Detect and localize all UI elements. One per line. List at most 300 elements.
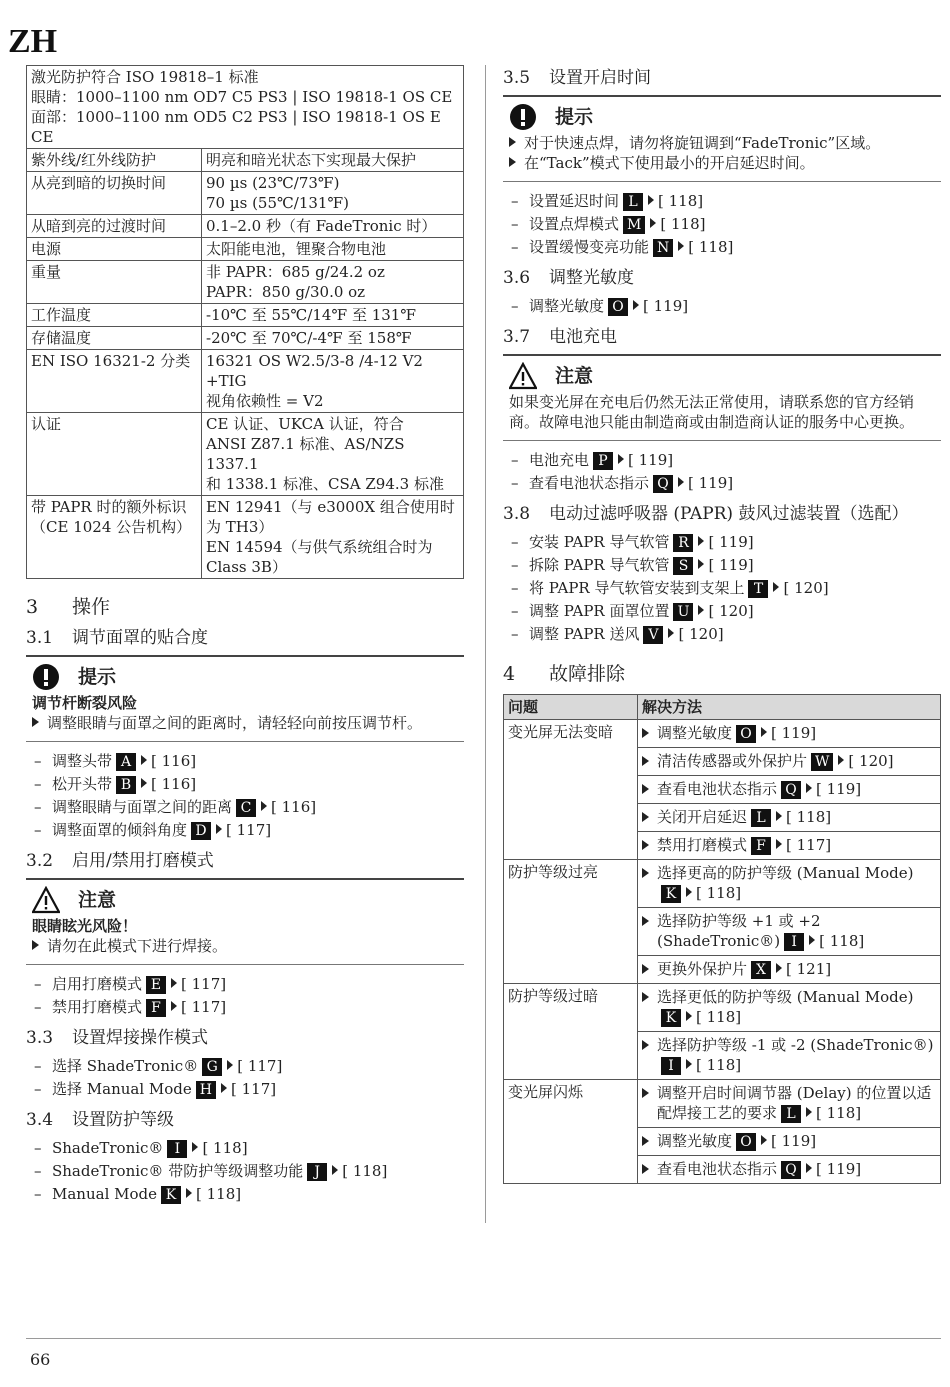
list-dash: – <box>511 579 519 597</box>
page-reference: [ 120] <box>708 602 754 620</box>
spec-value-line: 90 µs (23℃/73℉) <box>206 174 340 192</box>
solution-body <box>657 723 816 743</box>
section-title: 设置防护等级 <box>72 1110 174 1130</box>
section-3-8-heading <box>503 503 941 525</box>
bullet-triangle-icon <box>642 916 649 926</box>
spec-value-line: PAPR：850 g/30.0 oz <box>206 283 366 301</box>
solution-text: 调整光敏度 <box>657 1132 733 1150</box>
page-reference: [ 116] <box>271 798 317 816</box>
arrow-right-icon <box>648 195 654 205</box>
page-reference: [ 119] <box>628 451 674 469</box>
spec-value-line: EN 12941（与 e3000X 组合使用时为 TH3） <box>206 498 455 536</box>
arrow-right-icon <box>686 1059 692 1069</box>
spec-value <box>202 496 464 579</box>
step-list <box>503 190 941 259</box>
figure-reference-badge: T <box>748 580 768 598</box>
arrow-right-icon <box>186 1188 192 1198</box>
list-item <box>26 1055 464 1078</box>
solution-item <box>638 1128 940 1156</box>
solution-text: 调整光敏度 <box>657 724 733 742</box>
bullet-triangle-icon <box>642 784 649 794</box>
troubleshooting-rows <box>504 720 941 1184</box>
figure-reference-badge: N <box>653 239 673 257</box>
step-text: 调整头带 <box>52 752 113 770</box>
notice-subtitle: 眼睛眩光风险！ <box>32 917 138 935</box>
notice-item-text: 请勿在此模式下进行焊接。 <box>47 937 228 955</box>
spec-row <box>27 238 464 261</box>
list-dash: – <box>511 533 519 551</box>
solution-text: 选择防护等级 -1 或 -2 (ShadeTronic®) <box>657 1036 934 1054</box>
page-reference: [ 117] <box>226 821 272 839</box>
notice-header <box>32 663 458 691</box>
section-3-6-heading <box>503 267 941 289</box>
spec-header-cell <box>27 66 464 149</box>
solution-cell <box>638 860 941 984</box>
spec-row <box>27 327 464 350</box>
step-list <box>503 449 941 495</box>
notice-title: 注意 <box>555 365 594 387</box>
spec-value-line: -20℃ 至 70℃/-4℉ 至 158℉ <box>206 329 412 347</box>
list-dash: – <box>511 192 519 210</box>
spec-rows <box>27 149 464 579</box>
page-reference: [ 116] <box>151 775 197 793</box>
column-divider <box>485 65 486 1223</box>
step-text: 安装 PAPR 导气软管 <box>529 533 670 551</box>
solution-item <box>638 1032 940 1079</box>
page-reference: [ 118] <box>816 1104 862 1122</box>
list-item <box>503 295 941 318</box>
step-list <box>26 750 464 842</box>
page-reference: [ 118] <box>696 884 742 902</box>
spec-row <box>27 215 464 238</box>
page-reference: [ 118] <box>688 238 734 256</box>
section-number: 4 <box>503 663 516 685</box>
figure-reference-badge: W <box>811 753 833 771</box>
step-text: 启用打磨模式 <box>52 975 143 993</box>
section-title: 调整光敏度 <box>549 268 634 288</box>
spec-value-line: 视角依赖性 = V2 <box>206 392 324 410</box>
step-text: 调整眼睛与面罩之间的距离 <box>52 798 233 816</box>
solution-body <box>657 1159 861 1179</box>
spec-row <box>27 172 464 215</box>
section-title: 操作 <box>72 596 111 618</box>
page-reference: [ 119] <box>708 533 754 551</box>
page-reference: [ 118] <box>696 1056 742 1074</box>
footer-divider <box>26 1338 941 1339</box>
list-dash: – <box>34 1162 42 1180</box>
bullet-triangle-icon <box>32 717 39 727</box>
arrow-right-icon <box>776 963 782 973</box>
figure-reference-badge: Q <box>781 781 801 799</box>
left-column <box>26 65 464 1210</box>
list-dash: – <box>34 1139 42 1157</box>
bullet-triangle-icon <box>642 1040 649 1050</box>
solution-body <box>657 911 936 951</box>
section-number: 3 <box>26 596 39 618</box>
figure-reference-badge: O <box>608 298 628 316</box>
spec-value-line: ANSI Z87.1 标准、AS/NZS 1337.1 <box>206 435 405 473</box>
page-reference: [ 121] <box>786 960 832 978</box>
spec-value <box>202 350 464 413</box>
page-reference: [ 118] <box>696 1008 742 1026</box>
list-dash: – <box>511 238 519 256</box>
arrow-right-icon <box>776 839 782 849</box>
solution-cell <box>638 720 941 860</box>
arrow-right-icon <box>332 1165 338 1175</box>
section-title: 故障排除 <box>549 663 626 685</box>
list-item <box>26 996 464 1019</box>
page-reference: [ 117] <box>181 998 227 1016</box>
bullet-triangle-icon <box>642 964 649 974</box>
figure-reference-badge: Q <box>653 475 673 493</box>
page-reference: [ 118] <box>660 215 706 233</box>
spec-key: 存储温度 <box>27 327 202 350</box>
solution-text: 更换外保护片 <box>657 960 748 978</box>
list-item <box>26 1160 464 1183</box>
page-reference: [ 117] <box>231 1080 277 1098</box>
list-item <box>503 577 941 600</box>
section-number: 3.7 <box>503 327 531 347</box>
solution-body <box>657 987 936 1027</box>
arrow-right-icon <box>192 1142 198 1152</box>
notice-item <box>32 936 458 956</box>
step-text: 调整面罩的倾斜角度 <box>52 821 188 839</box>
figure-reference-badge: B <box>116 776 136 794</box>
section-4-heading <box>503 662 941 686</box>
solution-body <box>657 1035 936 1075</box>
notice-subtitle: 调节杆断裂风险 <box>32 694 138 712</box>
step-text: 调整 PAPR 送风 <box>529 625 640 643</box>
section-title: 设置焊接操作模式 <box>72 1028 208 1048</box>
list-item <box>503 531 941 554</box>
figure-reference-badge: Q <box>781 1161 801 1179</box>
notice-header <box>509 362 935 390</box>
section-title: 调节面罩的贴合度 <box>72 628 208 648</box>
solution-item <box>638 1156 940 1183</box>
figure-reference-badge: V <box>643 626 663 644</box>
right-column <box>503 65 941 1184</box>
page-reference: [ 117] <box>786 836 832 854</box>
spec-row <box>27 149 464 172</box>
caution-box <box>26 878 464 965</box>
step-text: ShadeTronic® 带防护等级调整功能 <box>52 1162 304 1180</box>
bullet-triangle-icon <box>642 728 649 738</box>
list-item <box>503 213 941 236</box>
spec-value <box>202 172 464 215</box>
list-item <box>26 1137 464 1160</box>
section-3-heading <box>26 595 464 619</box>
step-text: 调整光敏度 <box>529 297 605 315</box>
solution-body <box>657 1131 816 1151</box>
arrow-right-icon <box>221 1083 227 1093</box>
page-reference: [ 117] <box>237 1057 283 1075</box>
bullet-triangle-icon <box>642 1136 649 1146</box>
spec-value-line: 非 PAPR：685 g/24.2 oz <box>206 263 385 281</box>
exclamation-circle-icon <box>32 663 60 691</box>
step-text: 查看电池状态指示 <box>529 474 650 492</box>
page-reference: [ 120] <box>783 579 829 597</box>
list-item <box>503 236 941 259</box>
step-text: 设置延迟时间 <box>529 192 620 210</box>
page-reference: [ 118] <box>342 1162 388 1180</box>
spec-key: 工作温度 <box>27 304 202 327</box>
spec-value <box>202 327 464 350</box>
arrow-right-icon <box>686 887 692 897</box>
problem-cell: 变光屏闪烁 <box>504 1080 638 1184</box>
solution-text: 关闭开启延迟 <box>657 808 748 826</box>
notice-header <box>32 886 458 914</box>
spec-value <box>202 261 464 304</box>
section-number: 3.3 <box>26 1028 54 1048</box>
solution-item <box>638 720 940 748</box>
notice-item-text: 对于快速点焊，请勿将旋钮调到“FadeTronic”区域。 <box>524 134 881 152</box>
arrow-right-icon <box>761 727 767 737</box>
warning-triangle-icon <box>509 362 537 390</box>
arrow-right-icon <box>633 300 639 310</box>
bullet-triangle-icon <box>642 756 649 766</box>
problem-cell: 变光屏无法变暗 <box>504 720 638 860</box>
list-item <box>503 623 941 646</box>
solution-item <box>638 1080 940 1128</box>
arrow-right-icon <box>216 824 222 834</box>
spec-key: 从亮到暗的切换时间 <box>27 172 202 215</box>
spec-value-line: 16321 OS W2.5/3-8 /4-12 V2 +TIG <box>206 352 423 390</box>
step-list <box>26 973 464 1019</box>
section-3-4-heading <box>26 1109 464 1131</box>
list-dash: – <box>511 556 519 574</box>
section-3-2-heading <box>26 850 464 872</box>
spec-header-row <box>27 66 464 149</box>
page-reference: [ 118] <box>658 192 704 210</box>
spec-key: 认证 <box>27 413 202 496</box>
section-title: 电池充电 <box>549 327 617 347</box>
step-text: 选择 ShadeTronic® <box>52 1057 199 1075</box>
spec-key: 重量 <box>27 261 202 304</box>
page-reference: [ 119] <box>816 1160 862 1178</box>
spec-row <box>27 261 464 304</box>
solution-item <box>638 956 940 983</box>
solution-item <box>638 748 940 776</box>
solution-text: 查看电池状态指示 <box>657 780 778 798</box>
solution-text: 选择防护等级 +1 或 +2 (ShadeTronic®) <box>657 912 821 950</box>
list-dash: – <box>511 625 519 643</box>
arrow-right-icon <box>227 1060 233 1070</box>
arrow-right-icon <box>776 811 782 821</box>
notice-item-text: 调整眼睛与面罩之间的距离时，请轻轻向前按压调节杆。 <box>47 714 423 732</box>
arrow-right-icon <box>806 1163 812 1173</box>
spec-header-line: 眼睛：1000–1100 nm OD7 C5 PS3 | ISO 19818-1 OS CE <box>31 88 453 106</box>
solution-cell <box>638 1080 941 1184</box>
spec-row <box>27 413 464 496</box>
table-row <box>504 984 941 1080</box>
figure-reference-badge: K <box>161 1186 181 1204</box>
step-list <box>26 1055 464 1101</box>
notice-box <box>503 95 941 182</box>
arrow-right-icon <box>678 241 684 251</box>
figure-reference-badge: U <box>673 603 693 621</box>
figure-reference-badge: C <box>236 799 256 817</box>
figure-reference-badge: L <box>751 809 771 827</box>
bullet-triangle-icon <box>642 812 649 822</box>
arrow-right-icon <box>761 1135 767 1145</box>
problem-cell: 防护等级过亮 <box>504 860 638 984</box>
figure-reference-badge: G <box>202 1058 222 1076</box>
warning-triangle-icon <box>32 886 60 914</box>
caution-box <box>503 354 941 441</box>
notice-item <box>509 153 935 173</box>
list-item <box>26 773 464 796</box>
section-3-7-heading <box>503 326 941 348</box>
notice-title: 注意 <box>78 889 117 911</box>
list-item <box>503 554 941 577</box>
spec-key: EN ISO 16321-2 分类 <box>27 350 202 413</box>
list-dash: – <box>511 451 519 469</box>
figure-reference-badge: O <box>736 725 756 743</box>
step-text: 禁用打磨模式 <box>52 998 143 1016</box>
list-item <box>503 472 941 495</box>
solution-text: 选择更低的防护等级 (Manual Mode) <box>657 988 914 1006</box>
spec-row <box>27 350 464 413</box>
list-item <box>26 750 464 773</box>
step-text: 电池充电 <box>529 451 590 469</box>
arrow-right-icon <box>171 1001 177 1011</box>
figure-reference-badge: H <box>196 1081 216 1099</box>
solution-item <box>638 908 940 956</box>
spec-value-line: 0.1–2.0 秒（有 FadeTronic 时） <box>206 217 437 235</box>
step-text: 松开头带 <box>52 775 113 793</box>
arrow-right-icon <box>141 755 147 765</box>
figure-reference-badge: J <box>307 1163 327 1181</box>
spec-value-line: 70 µs (55℃/131℉) <box>206 194 350 212</box>
page-reference: [ 118] <box>202 1139 248 1157</box>
notice-header <box>509 103 935 131</box>
page-reference: [ 120] <box>678 625 724 643</box>
bullet-triangle-icon <box>642 840 649 850</box>
spec-value <box>202 304 464 327</box>
step-text: 将 PAPR 导气软管安装到支架上 <box>529 579 745 597</box>
arrow-right-icon <box>698 605 704 615</box>
page-reference: [ 119] <box>816 780 862 798</box>
figure-reference-badge: P <box>593 452 613 470</box>
arrow-right-icon <box>261 801 267 811</box>
notice-item-text: 在“Tack”模式下使用最小的开启延迟时间。 <box>524 154 815 172</box>
language-tag: ZH <box>8 23 58 60</box>
table-row <box>504 1080 941 1184</box>
notice-title: 提示 <box>78 666 117 688</box>
section-number: 3.5 <box>503 68 531 88</box>
bullet-triangle-icon <box>509 137 516 147</box>
spec-table <box>26 65 464 579</box>
notice-box <box>26 655 464 742</box>
notice-item <box>509 133 935 153</box>
arrow-right-icon <box>618 454 624 464</box>
arrow-right-icon <box>678 477 684 487</box>
arrow-right-icon <box>806 1107 812 1117</box>
section-title: 启用/禁用打磨模式 <box>72 851 214 871</box>
solution-body <box>657 1083 936 1123</box>
list-item <box>503 449 941 472</box>
section-3-1-heading <box>26 627 464 649</box>
list-dash: – <box>34 752 42 770</box>
spec-header-line: 激光防护符合 ISO 19818–1 标准 <box>31 68 259 86</box>
step-text: 拆除 PAPR 导气软管 <box>529 556 670 574</box>
section-number: 3.4 <box>26 1110 54 1130</box>
step-text: 设置缓慢变亮功能 <box>529 238 650 256</box>
bullet-triangle-icon <box>642 1088 649 1098</box>
spec-value-line: CE 认证、UKCA 认证，符合 <box>206 415 404 433</box>
figure-reference-badge: I <box>661 1057 681 1075</box>
spec-key: 电源 <box>27 238 202 261</box>
arrow-right-icon <box>838 755 844 765</box>
figure-reference-badge: L <box>781 1105 801 1123</box>
figure-reference-badge: X <box>751 961 771 979</box>
section-number: 3.2 <box>26 851 54 871</box>
list-item <box>26 1078 464 1101</box>
arrow-right-icon <box>806 783 812 793</box>
section-number: 3.6 <box>503 268 531 288</box>
step-list <box>26 1137 464 1206</box>
arrow-right-icon <box>773 582 779 592</box>
page-reference: [ 116] <box>151 752 197 770</box>
list-dash: – <box>34 798 42 816</box>
spec-value <box>202 149 464 172</box>
solution-body <box>657 863 936 903</box>
bullet-triangle-icon <box>642 992 649 1002</box>
spec-row <box>27 304 464 327</box>
figure-reference-badge: M <box>623 216 645 234</box>
section-3-5-heading <box>503 67 941 89</box>
solution-text: 调整开启时间调节器 (Delay) 的位置以适配焊接工艺的要求 <box>657 1084 932 1122</box>
arrow-right-icon <box>809 935 815 945</box>
spec-value-line: -10℃ 至 55℃/14℉ 至 131℉ <box>206 306 417 324</box>
solution-body <box>657 835 831 855</box>
table-header-row <box>504 695 941 720</box>
notice-item <box>32 713 458 733</box>
page-reference: [ 119] <box>771 1132 817 1150</box>
list-dash: – <box>34 775 42 793</box>
figure-reference-badge: A <box>116 753 136 771</box>
bullet-triangle-icon <box>642 1164 649 1174</box>
column-header-problem: 问题 <box>504 695 638 720</box>
figure-reference-badge: L <box>623 193 643 211</box>
spec-key: 从暗到亮的过渡时间 <box>27 215 202 238</box>
step-list <box>503 531 941 646</box>
figure-reference-badge: F <box>146 999 166 1017</box>
page-reference: [ 117] <box>181 975 227 993</box>
page-reference: [ 118] <box>196 1185 242 1203</box>
spec-value <box>202 238 464 261</box>
figure-reference-badge: I <box>784 933 804 951</box>
list-item <box>26 973 464 996</box>
solution-item <box>638 984 940 1032</box>
page-reference: [ 118] <box>819 932 865 950</box>
arrow-right-icon <box>698 536 704 546</box>
figure-reference-badge: K <box>661 885 681 903</box>
page-reference: [ 120] <box>848 752 894 770</box>
spec-header-line: 面部：1000–1100 nm OD5 C2 PS3 | ISO 19818-1 OS E CE <box>31 108 441 146</box>
page-number: 66 <box>30 1350 51 1369</box>
figure-reference-badge: F <box>751 837 771 855</box>
list-dash: – <box>511 215 519 233</box>
list-item <box>26 819 464 842</box>
solution-body <box>657 779 861 799</box>
solution-text: 清洁传感器或外保护片 <box>657 752 808 770</box>
page-reference: [ 119] <box>708 556 754 574</box>
list-dash: – <box>511 474 519 492</box>
arrow-right-icon <box>141 778 147 788</box>
column-header-solution: 解决方法 <box>638 695 941 720</box>
section-3-3-heading <box>26 1027 464 1049</box>
